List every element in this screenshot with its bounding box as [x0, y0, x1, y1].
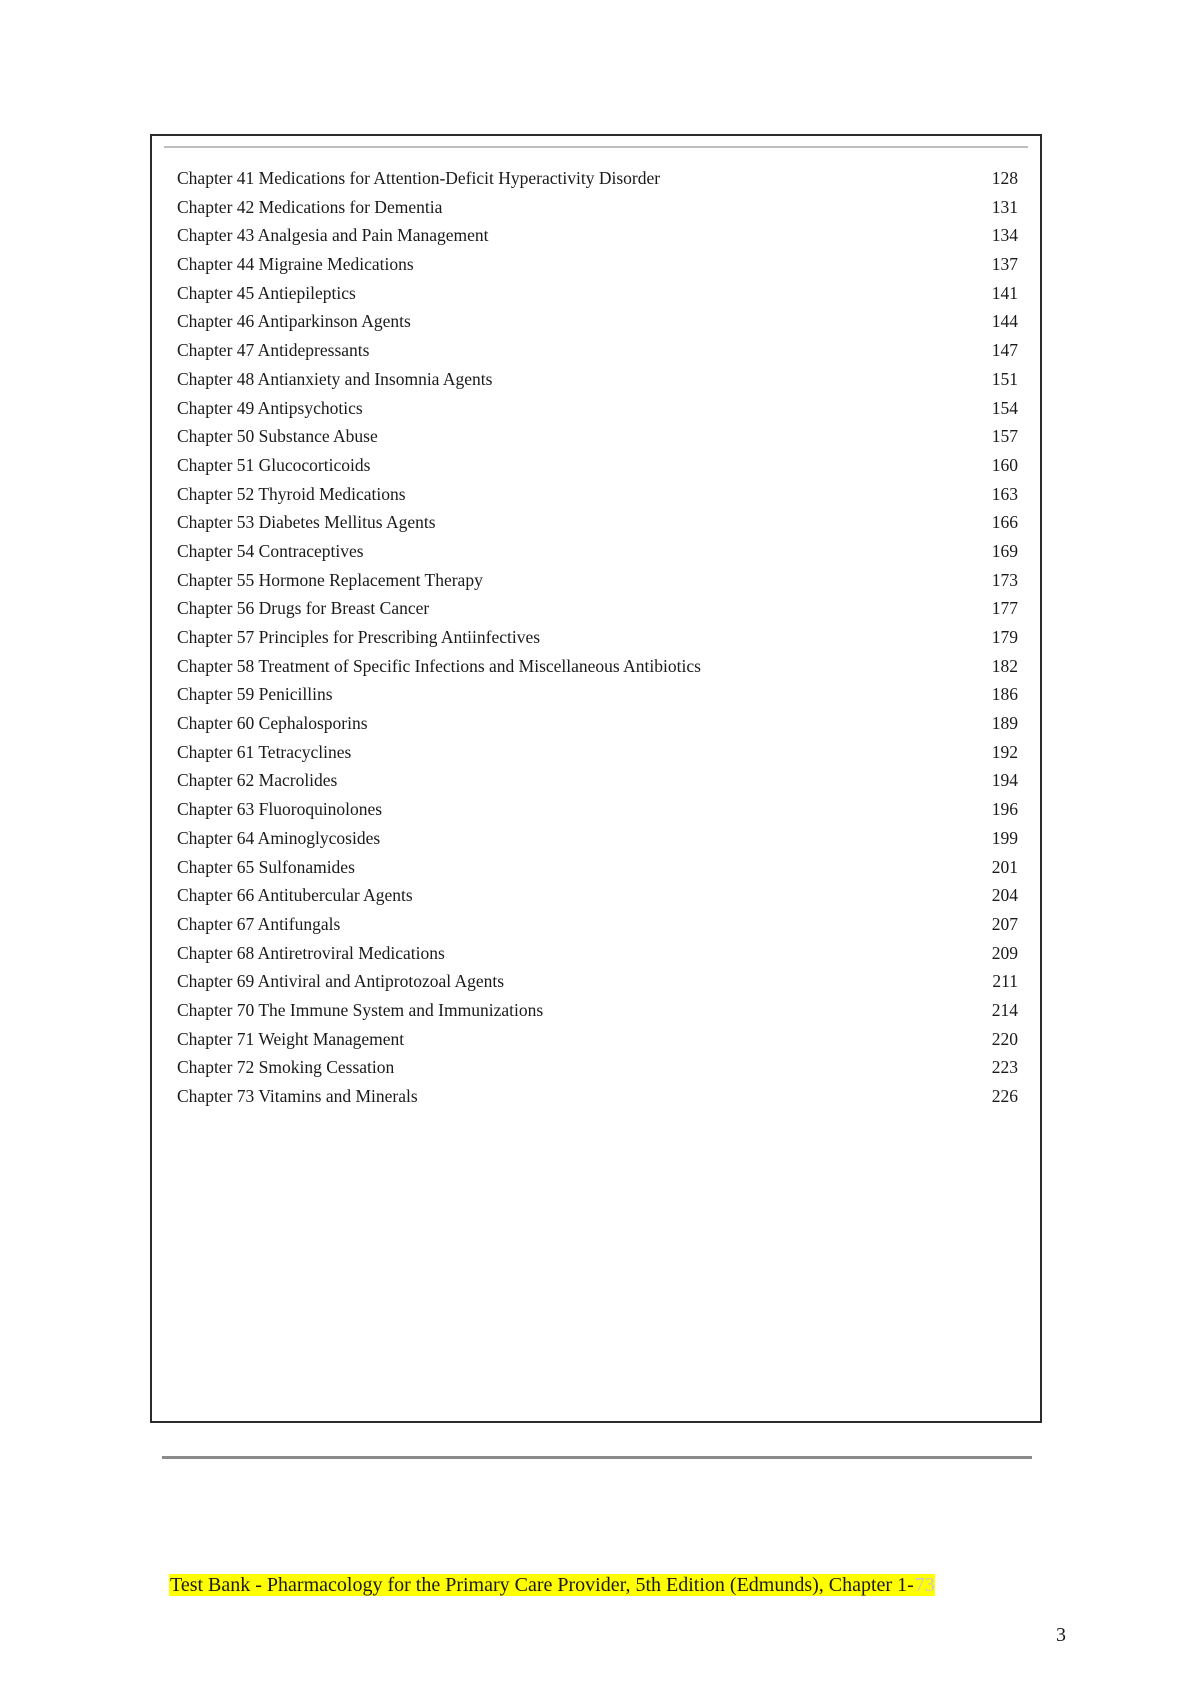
toc-entry[interactable] — [177, 680, 1018, 709]
toc-entry-page: 220 — [991, 1028, 1018, 1049]
toc-entry-title: Chapter 56 Drugs for Breast Cancer — [177, 598, 430, 619]
toc-entry[interactable] — [177, 623, 1018, 652]
toc-entry-page: 163 — [991, 483, 1018, 504]
toc-entry-page: 131 — [991, 196, 1018, 217]
toc-entry-page: 160 — [991, 454, 1018, 475]
toc-entry-page: 128 — [991, 168, 1018, 188]
toc-entry[interactable] — [177, 422, 1018, 451]
toc-entry-title: Chapter 47 Antidepressants — [177, 340, 370, 361]
toc-entry-title: Chapter 46 Antiparkinson Agents — [177, 311, 411, 332]
toc-entry-title: Chapter 58 Treatment of Specific Infections and Miscellaneous Antibiotics — [177, 655, 701, 676]
toc-entry-page: 214 — [991, 999, 1018, 1020]
toc-entry-page: 182 — [991, 655, 1018, 676]
toc-entry-page: 177 — [991, 598, 1018, 619]
toc-entry-title: Chapter 70 The Immune System and Immunizations — [177, 999, 544, 1020]
toc-entry-page: 209 — [991, 942, 1018, 963]
toc-entry-page: 173 — [991, 569, 1018, 590]
toc-entry[interactable] — [177, 910, 1018, 939]
toc-entry[interactable] — [177, 881, 1018, 910]
table-of-contents-box — [150, 134, 1042, 1423]
toc-entry[interactable] — [177, 164, 1018, 193]
toc-entry-page: 186 — [991, 684, 1018, 705]
toc-entry-page: 134 — [991, 225, 1018, 246]
toc-entry[interactable] — [177, 594, 1018, 623]
toc-entry-title: Chapter 69 Antiviral and Antiprotozoal Agents — [177, 971, 505, 992]
toc-entry[interactable] — [177, 250, 1018, 279]
toc-entry-title: Chapter 53 Diabetes Mellitus Agents — [177, 512, 436, 533]
toc-entry-title: Chapter 54 Contraceptives — [177, 540, 364, 561]
toc-entry[interactable] — [177, 1053, 1018, 1082]
toc-entry-title: Chapter 43 Analgesia and Pain Management — [177, 225, 489, 246]
toc-entry[interactable] — [177, 193, 1018, 222]
toc-entry-title: Chapter 66 Antitubercular Agents — [177, 885, 413, 906]
toc-entry-title: Chapter 59 Penicillins — [177, 684, 333, 705]
toc-entry[interactable] — [177, 766, 1018, 795]
toc-entry[interactable] — [177, 365, 1018, 394]
toc-entry-page: 147 — [991, 340, 1018, 361]
toc-entry-page: 196 — [991, 799, 1018, 820]
toc-entry-title: Chapter 68 Antiretroviral Medications — [177, 942, 445, 963]
toc-entry-page: 211 — [992, 971, 1018, 992]
toc-entry[interactable] — [177, 566, 1018, 595]
footer-text: Test Bank - Pharmacology for the Primary Care Provider, 5th Edition (Edmunds), Chapter 1- — [170, 1574, 914, 1596]
toc-entry-title: Chapter 71 Weight Management — [177, 1028, 405, 1049]
toc-entry-title: Chapter 41 Medications for Attention-Deficit Hyperactivity Disorder — [177, 168, 661, 188]
toc-entry[interactable] — [177, 853, 1018, 882]
toc-entry[interactable] — [177, 307, 1018, 336]
toc-entry-title: Chapter 44 Migraine Medications — [177, 254, 414, 275]
toc-entry[interactable] — [177, 996, 1018, 1025]
page-number: 3 — [1056, 1624, 1066, 1646]
toc-entry-page: 137 — [991, 254, 1018, 275]
toc-entry-title: Chapter 61 Tetracyclines — [177, 741, 352, 762]
toc-entry[interactable] — [177, 221, 1018, 250]
toc-entry-page: 204 — [991, 885, 1018, 906]
toc-entry-title: Chapter 50 Substance Abuse — [177, 426, 378, 447]
toc-entry-title: Chapter 64 Aminoglycosides — [177, 827, 381, 848]
toc-entry-page: 199 — [991, 827, 1018, 848]
toc-entry[interactable] — [177, 279, 1018, 308]
toc-entry-page: 151 — [991, 368, 1018, 389]
toc-list — [177, 164, 1018, 1111]
toc-entry-title: Chapter 63 Fluoroquinolones — [177, 799, 383, 820]
toc-entry-page: 192 — [991, 741, 1018, 762]
toc-entry[interactable] — [177, 1082, 1018, 1111]
page-bottom-rule — [162, 1456, 1032, 1459]
toc-entry[interactable] — [177, 537, 1018, 566]
toc-entry-title: Chapter 52 Thyroid Medications — [177, 483, 406, 504]
footer-suffix: 73 — [914, 1574, 935, 1596]
toc-entry[interactable] — [177, 1025, 1018, 1054]
toc-entry-page: 179 — [991, 627, 1018, 647]
toc-entry-title: Chapter 73 Vitamins and Minerals — [177, 1086, 418, 1106]
toc-entry-title: Chapter 72 Smoking Cessation — [177, 1057, 395, 1078]
toc-entry-title: Chapter 62 Macrolides — [177, 770, 338, 791]
toc-entry[interactable] — [177, 451, 1018, 480]
toc-entry-page: 194 — [991, 770, 1018, 791]
toc-entry[interactable] — [177, 967, 1018, 996]
toc-entry-page: 144 — [991, 311, 1018, 332]
toc-entry[interactable] — [177, 939, 1018, 968]
toc-entry[interactable] — [177, 394, 1018, 423]
toc-entry-title: Chapter 48 Antianxiety and Insomnia Agents — [177, 368, 493, 389]
toc-entry-page: 223 — [991, 1057, 1018, 1078]
toc-entry-title: Chapter 57 Principles for Prescribing Antiinfectives — [177, 627, 541, 647]
toc-entry-page: 169 — [991, 540, 1018, 561]
toc-entry[interactable] — [177, 480, 1018, 509]
toc-entry-page: 226 — [991, 1086, 1018, 1106]
toc-entry[interactable] — [177, 508, 1018, 537]
toc-entry[interactable] — [177, 738, 1018, 767]
toc-entry-page: 207 — [991, 913, 1018, 934]
toc-entry-title: Chapter 65 Sulfonamides — [177, 856, 355, 877]
toc-entry-page: 154 — [991, 397, 1018, 418]
toc-entry-title: Chapter 42 Medications for Dementia — [177, 196, 443, 217]
toc-entry-page: 189 — [991, 713, 1018, 734]
toc-entry-page: 166 — [991, 512, 1018, 533]
toc-entry-title: Chapter 60 Cephalosporins — [177, 713, 368, 734]
toc-entry-title: Chapter 55 Hormone Replacement Therapy — [177, 569, 483, 590]
toc-entry-page: 157 — [991, 426, 1018, 447]
toc-entry-title: Chapter 45 Antiepileptics — [177, 282, 356, 303]
toc-entry[interactable] — [177, 336, 1018, 365]
toc-entry[interactable] — [177, 795, 1018, 824]
toc-entry-page: 141 — [991, 282, 1018, 303]
toc-top-rule — [164, 146, 1028, 148]
toc-entry-title: Chapter 51 Glucocorticoids — [177, 454, 371, 475]
toc-entry-title: Chapter 49 Antipsychotics — [177, 397, 363, 418]
footer — [169, 1572, 935, 1598]
toc-entry[interactable] — [177, 824, 1018, 853]
toc-entry-page: 201 — [991, 856, 1018, 877]
toc-entry[interactable] — [177, 652, 1018, 681]
toc-entry-title: Chapter 67 Antifungals — [177, 913, 341, 934]
toc-entry[interactable] — [177, 709, 1018, 738]
